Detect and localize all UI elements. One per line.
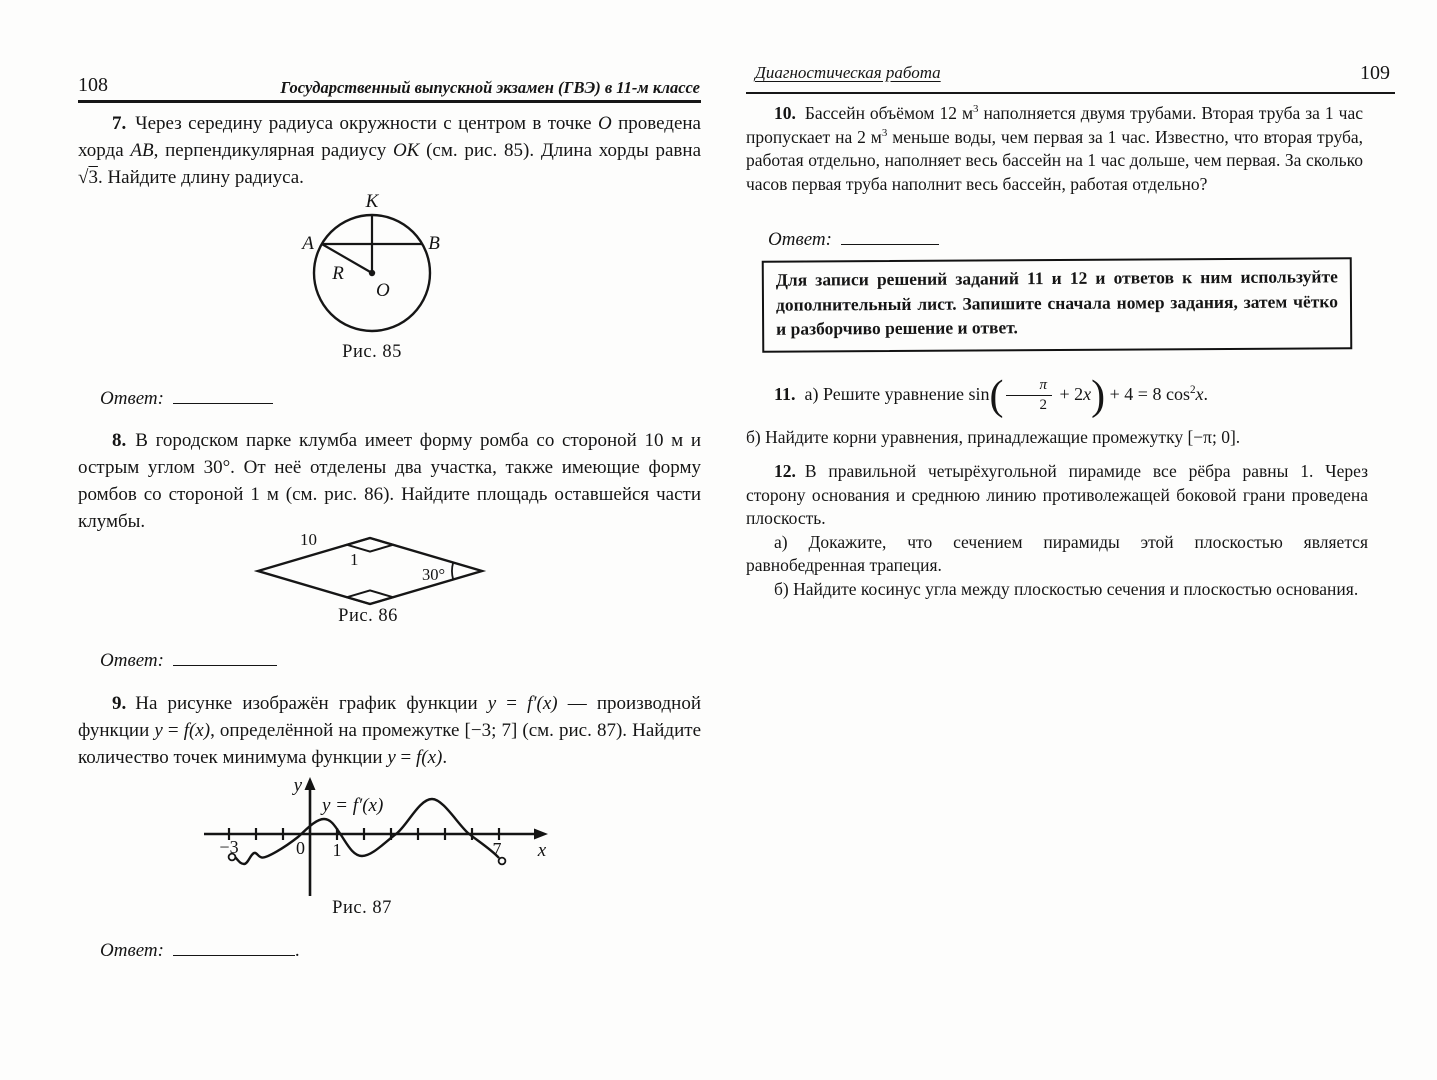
problem-8 xyxy=(78,427,701,535)
small-rhombus-bottom xyxy=(347,590,393,604)
problem-11a-exponent: 2 xyxy=(1189,384,1196,396)
problem-7 xyxy=(78,110,701,191)
figure-85-caption: Рис. 85 xyxy=(342,342,402,362)
problem-10-number: 10. xyxy=(774,103,796,123)
curve-label: y = f′(x) xyxy=(322,795,384,816)
problem-12 xyxy=(746,460,1368,601)
problem-12-number: 12. xyxy=(774,461,796,481)
tick-label-minus3: −3 xyxy=(219,837,239,857)
problem-11a-post: + 4 = 8 cos xyxy=(1105,384,1190,404)
problem-8-number: 8. xyxy=(112,430,127,451)
answer-label: Ответ: xyxy=(768,229,832,250)
problem-9-number: 9. xyxy=(112,693,127,714)
label-R: R xyxy=(332,263,344,284)
problem-11a-var1: x xyxy=(1083,384,1092,404)
x-axis-label: x xyxy=(537,840,547,861)
answer-row-7 xyxy=(100,388,273,410)
figure-86-rhombus-diagram xyxy=(253,526,489,610)
answer-blank xyxy=(173,390,273,404)
angle-arc xyxy=(452,563,453,580)
problem-8-text: В городском парке клумба имеет форму ромба со стороной 10 м и острым углом 30°. От неё отделены два участка, также имеющие форму ромбов со стороной 1 м (см. рис. 86). Найдите площадь оставшейся части клумбы. xyxy=(78,430,701,532)
label-O: O xyxy=(376,280,390,301)
instruction-box: Для записи решений заданий 11 и 12 и ответов к ним используйте дополнительный лист. Запишите сначала номер задания, затем чётко и разборчиво решение и ответ. xyxy=(762,257,1353,352)
problem-12-main-text: В правильной четырёхугольной пирамиде все рёбра равны 1. Через сторону основания и среднюю линию противолежащей боковой грани проведена плоскость. xyxy=(746,461,1368,528)
close-paren: ) xyxy=(1091,372,1106,419)
figure-85-circle-diagram xyxy=(272,188,472,340)
left-running-head: Государственный выпускной экзамен (ГВЭ) в 11-м классе xyxy=(280,78,700,97)
y-axis-arrow xyxy=(305,777,316,790)
tick-label-1: 1 xyxy=(332,840,342,860)
figure-87-caption: Рис. 87 xyxy=(332,898,392,918)
answer-blank xyxy=(841,231,939,245)
problem-11b: б) Найдите корни уравнения, принадлежащие промежутку [−π; 0]. xyxy=(746,427,1241,447)
problem-10 xyxy=(746,102,1363,196)
problem-9-text: На рисунке изображён график функции y = f′(x) — производной функции y = f(x), определённой на промежутке [−3; 7] (см. рис. 87). Найдите количество точек минимума функции y = f(x). xyxy=(78,693,702,768)
answer-label: Ответ: xyxy=(100,940,164,961)
problem-11a-pre: а) Решите уравнение sin xyxy=(804,384,990,404)
problem-12-part-a: а) Докажите, что сечением пирамиды этой плоскостью является равнобедренная трапеция. xyxy=(746,531,1368,575)
right-header-rule xyxy=(746,92,1395,94)
problem-12-part-b: б) Найдите косинус угла между плоскостью сечения и плоскостью основания. xyxy=(774,578,1359,599)
tick-label-7: 7 xyxy=(492,839,502,859)
answer-row-9 xyxy=(100,940,300,962)
answer-period: . xyxy=(294,940,300,961)
answer-blank xyxy=(173,652,277,666)
x-axis-arrow xyxy=(534,829,548,840)
problem-7-text: Через середину радиуса окружности с центром в точке O проведена хорда AB, перпендикулярная радиусу OK (см. рис. 85). Длина хорды равна √3. Найдите длину радиуса. xyxy=(78,113,701,188)
problem-7-number: 7. xyxy=(112,113,127,134)
left-header-rule xyxy=(78,100,701,103)
figure-87-graph xyxy=(198,776,550,900)
problem-11a-mid: + 2 xyxy=(1055,384,1084,404)
label-K: K xyxy=(365,191,379,212)
right-running-head xyxy=(755,63,941,83)
fraction-numerator: π xyxy=(1006,378,1052,396)
radius-OA xyxy=(322,244,372,273)
label-cut-1: 1 xyxy=(350,550,359,569)
y-axis-label: y xyxy=(293,776,302,796)
fraction-pi-over-2 xyxy=(1006,378,1052,413)
fraction-denominator: 2 xyxy=(1039,397,1047,414)
problem-9 xyxy=(78,690,701,771)
problem-11a-period: . xyxy=(1203,384,1209,404)
label-angle-30: 30° xyxy=(422,565,446,584)
left-page-number: 108 xyxy=(78,74,108,96)
problem-11a-var2: x xyxy=(1195,384,1204,404)
figure-86-caption: Рис. 86 xyxy=(338,606,398,626)
label-B: B xyxy=(428,233,440,254)
label-side-10: 10 xyxy=(300,530,317,549)
open-paren: ( xyxy=(989,372,1004,419)
right-running-head-text: Диагностическая работа xyxy=(755,63,941,82)
answer-row-8 xyxy=(100,650,277,672)
label-A: A xyxy=(302,233,314,254)
problem-11a xyxy=(746,366,1386,422)
answer-blank xyxy=(173,942,295,956)
tick-label-0: 0 xyxy=(296,838,305,858)
problem-11-number: 11. xyxy=(774,384,796,404)
problem-12-main xyxy=(746,460,1368,531)
answer-row-10 xyxy=(768,229,939,251)
answer-label: Ответ: xyxy=(100,388,164,409)
big-rhombus xyxy=(258,538,482,604)
problem-10-text: Бассейн объёмом 12 $м^3$ наполняется двумя трубами. Вторая труба за 1 час пропускает на 2 $м^3$ меньше воды, чем первая за 1 час. Известно, что вторая труба, работая отдельно, наполняет весь бассейн на 1 час дольше, чем первая. За сколько часов первая труба наполнит весь бассейн, работая отдельно? xyxy=(746,103,1364,194)
right-page-number: 109 xyxy=(1360,62,1390,84)
answer-label: Ответ: xyxy=(100,650,164,671)
center-point-O xyxy=(369,270,375,276)
